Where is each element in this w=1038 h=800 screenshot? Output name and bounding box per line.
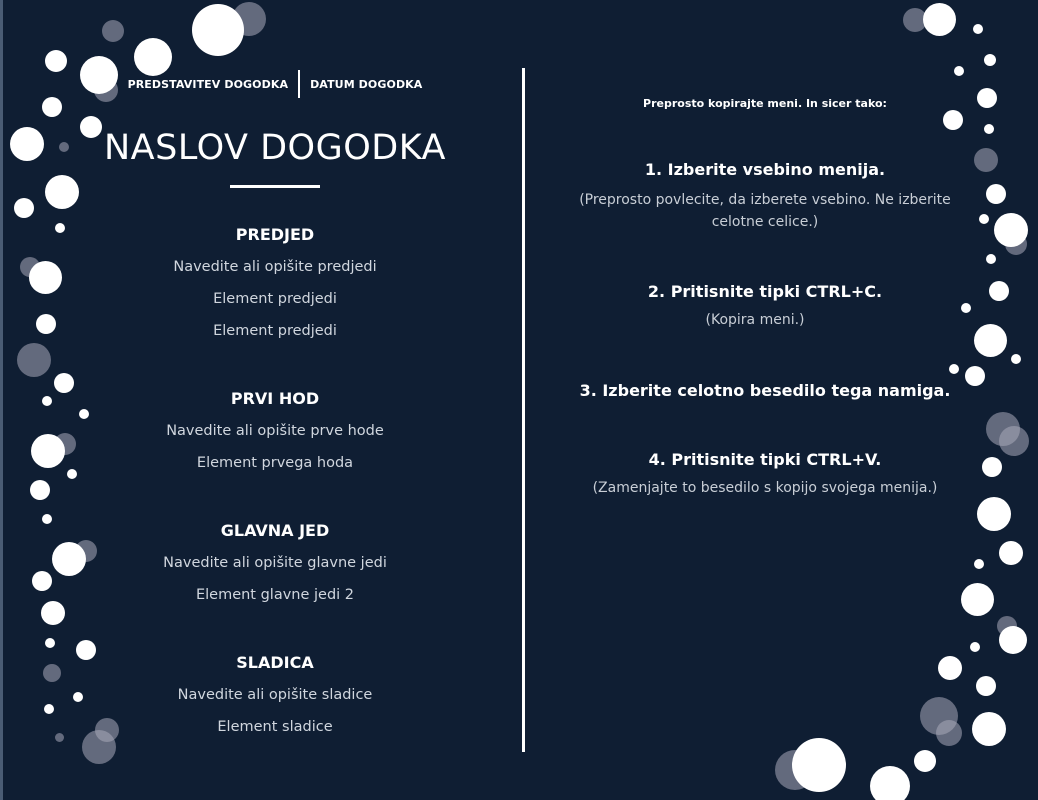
event-date-label[interactable]: DATUM DOGODKA [310,77,423,91]
bubble-circle-icon [1011,354,1021,364]
menu-item[interactable]: Element sladice [217,719,333,735]
bubble-circle-icon [982,457,1002,477]
bubble-circle-icon [775,750,815,790]
step-title[interactable]: 2. Pritisnite tipki CTRL+C. [647,282,883,301]
menu-item[interactable]: Navedite ali opišite glavne jedi [163,555,387,571]
bubble-circle-icon [75,540,97,562]
bubble-circle-icon [1005,233,1027,255]
bubble-circle-icon [45,50,67,72]
bubble-circle-icon [31,434,65,468]
bubble-circle-icon [55,733,64,742]
bubble-circle-icon [20,257,40,277]
bubble-circle-icon [999,426,1029,456]
bubble-circle-icon [17,343,51,377]
page-left-edge [0,0,3,800]
bubble-circle-icon [914,750,936,772]
bubble-circle-icon [920,697,958,735]
bubble-circle-icon [29,261,62,294]
instruction-step-4 [560,450,970,499]
bubble-circle-icon [974,148,998,172]
bubble-circle-icon [42,396,52,406]
bubble-circle-icon [792,738,846,792]
bubble-circle-icon [994,213,1028,247]
bubble-circle-icon [977,497,1011,531]
bubble-circle-icon [76,640,96,660]
menu-item[interactable]: Navedite ali opišite predjedi [173,259,377,275]
bubble-circle-icon [979,214,989,224]
step-title[interactable]: 1. Izberite vsebino menija. [644,160,886,179]
bubble-circle-icon [974,324,1007,357]
bubble-circle-icon [14,198,34,218]
menu-item[interactable]: Element glavne jedi 2 [195,587,355,603]
bubble-circle-icon [936,720,962,746]
bubble-circle-icon [903,8,927,32]
bubble-circle-icon [102,20,124,42]
instructions-intro[interactable]: Preprosto kopirajte meni. In sicer tako: [643,97,887,110]
bubble-circle-icon [997,616,1017,636]
step-title[interactable]: 4. Pritisnite tipki CTRL+V. [648,450,882,469]
bubble-circle-icon [961,583,994,616]
step-note[interactable]: (Kopira meni.) [705,312,805,328]
column-divider [522,68,525,752]
menu-section-main-course [100,515,450,611]
bubble-circle-icon [44,704,54,714]
instruction-step-3 [560,381,970,400]
bubble-circle-icon [973,24,983,34]
bubble-circle-icon [80,116,102,138]
bubble-circle-icon [870,766,910,800]
bubble-circle-icon [36,314,56,334]
event-header [100,70,450,98]
bubble-circle-icon [43,664,61,682]
event-intro-label[interactable]: PREDSTAVITEV DOGODKA [127,77,289,91]
bubble-circle-icon [59,142,69,152]
bubble-circle-icon [54,373,74,393]
instruction-step-2 [560,282,970,331]
instruction-step-1 [560,160,970,233]
bubble-circle-icon [977,88,997,108]
bubble-circle-icon [984,54,996,66]
menu-item[interactable]: Element predjedi [213,291,337,307]
step-note[interactable]: (Zamenjajte to besedilo s kopijo svojega menija.) [592,480,938,496]
bubble-circle-icon [972,712,1006,746]
bubble-circle-icon [986,184,1006,204]
step-note[interactable]: (Preprosto povlecite, da izberete vsebino. Ne izberite celotne celice.) [579,192,951,230]
bubble-circle-icon [970,642,980,652]
bubble-circle-icon [999,626,1027,654]
bubble-circle-icon [45,175,79,209]
bubble-circle-icon [949,364,959,374]
section-title[interactable]: SLADICA [236,653,314,672]
bubble-circle-icon [55,223,65,233]
section-title[interactable]: PREDJED [235,225,315,244]
bubble-circle-icon [976,676,996,696]
bubble-circle-icon [999,541,1023,565]
bubble-circle-icon [989,281,1009,301]
bubble-circle-icon [938,656,962,680]
bubble-circle-icon [232,2,266,36]
bubble-circle-icon [984,124,994,134]
bubble-circle-icon [32,571,52,591]
bubble-circle-icon [954,66,964,76]
menu-item[interactable]: Element prvega hoda [196,455,354,471]
bubble-circle-icon [52,542,86,576]
menu-section-appetizer [100,219,450,347]
bubble-circle-icon [943,110,963,130]
bubble-circle-icon [54,433,76,455]
section-title[interactable]: GLAVNA JED [220,521,330,540]
bubble-circle-icon [986,254,996,264]
bubble-circle-icon [42,97,62,117]
bubble-circle-icon [42,514,52,524]
menu-section-first-course [100,383,450,479]
menu-item[interactable]: Navedite ali opišite sladice [177,687,373,703]
bubble-circle-icon [45,638,55,648]
bubble-circle-icon [79,409,89,419]
step-title[interactable]: 3. Izberite celotno besedilo tega namiga. [579,381,951,400]
title-underline [230,185,320,188]
bubble-circle-icon [30,480,50,500]
bubble-circle-icon [986,412,1020,446]
bubble-circle-icon [192,4,244,56]
menu-item[interactable]: Element predjedi [213,323,337,339]
event-title[interactable]: NASLOV DOGODKA [104,128,446,168]
bubble-circle-icon [73,692,83,702]
bubble-circle-icon [41,601,65,625]
bubble-circle-icon [10,127,44,161]
bubble-circle-icon [67,469,77,479]
bubble-circle-icon [974,559,984,569]
section-title[interactable]: PRVI HOD [230,389,320,408]
menu-section-dessert [100,647,450,743]
bubble-circle-icon [923,3,956,36]
menu-item[interactable]: Navedite ali opišite prve hode [166,423,384,439]
